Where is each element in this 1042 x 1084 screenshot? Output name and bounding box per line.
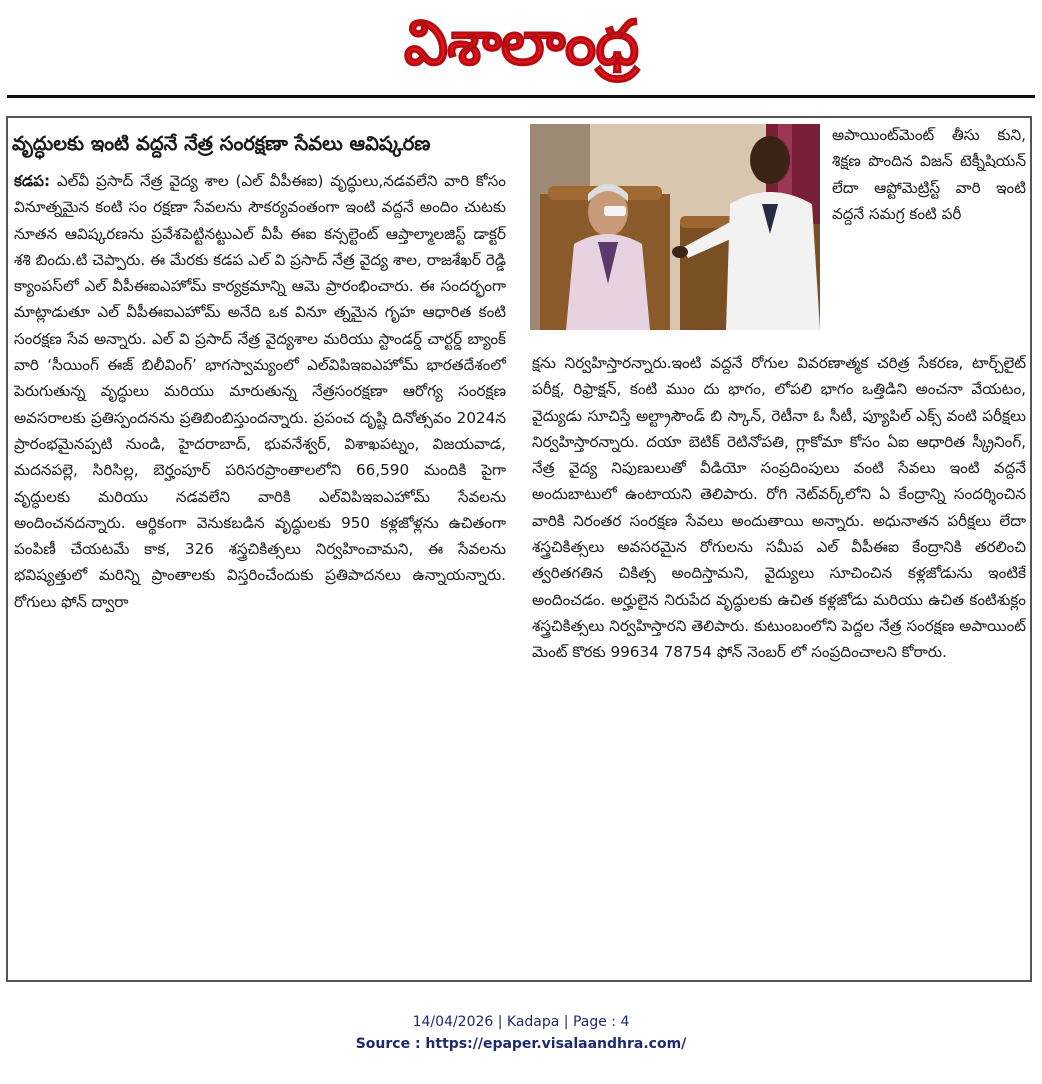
article-body-right-top: అపాయింట్‌మెంట్ తీసు కుని, శిక్షణ పొందిన విజన్ టెక్నీషియన్ లేదా ఆప్టోమెట్రిస్ట్ వారి ఇంటి వద్దనే సమగ్ర కంటి పరీ: [832, 126, 1026, 223]
masthead: [0, 0, 1042, 86]
article-photo: [530, 124, 820, 330]
article-clipping: [6, 116, 1032, 982]
article-body-left-column: [14, 168, 506, 968]
footer-source-link[interactable]: Source : https://epaper.visalaandhra.com/: [355, 1036, 687, 1052]
article-body-right-bottom: క్షను నిర్వహిస్తారన్నారు.ఇంటి వద్దనే రోగుల వివరణాత్మక చరిత్ర సేకరణ, టార్చ్‌లైట్ పరీక్ష, రిఫ్రాక్షన్, కంటి ముం దు భాగం, లోపలి భాగం ఒత్తిడిని అంచనా వేయటం, వైద్యుడు సూచిస్తే అల్ట్రాసౌండ్ బి స్కాన్, రెటీనా ఓ సీటీ, ప్యూపిల్ ఎక్స్ వంటి పరీక్షలు నిర్వహిస్తారన్నారు. దయా బెటిక్ రెటినోపతి, గ్లాకోమా కోసం ఏఐ ఆధారిత స్క్రీనింగ్, నేత్ర వైద్య నిపుణులుతో వీడియో సంప్రదింపులు వంటి సేవలు ఇంటి వద్దనే అందుబాటులో ఉంటాయని తెలిపారు. రోగి నెట్‌వర్క్‌లోని ఏ కేంద్రాన్ని సందర్శించిన వారికి నిరంతర సంరక్షణ సేవలు అందుతాయి అన్నారు. అధునాతన పరీక్షలు లేదా శస్త్రచికిత్సలు అవసరమైన రోగులను సమీప ఎల్ వీపీఈఐ కేంద్రానికి తరలించి త్వరితగతిన చికిత్స అందిస్తామని, వైద్యులు సూచించిన కళ్లజోడును ఇంటికే అందించడం. అర్హులైన నిరుపేద వృద్ధులకు ఉచిత కళ్లజోడు మరియు ఉచిత కంటిశుక్లం శస్త్రచికిత్సలు నిర్వహిస్తారని తెలిపారు. కుటుంబంలోని పెద్దల నేత్ర సంరక్షణ అపాయింట్ మెంట్ కొరకు 99634 78754 ఫోన్ నెంబర్ లో సంప్రదించాలని కోరారు.: [532, 354, 1026, 662]
footer-edition-info: 14/04/2026 | Kadapa | Page : 4: [412, 1014, 630, 1030]
article-dateline: కడప:: [14, 172, 51, 190]
masthead-divider: [7, 95, 1035, 98]
photo-illustration: [530, 124, 820, 330]
newspaper-logo: విశాలాంధ్ర: [403, 6, 639, 79]
article-body-left-text: ఎల్‌వీ ప్రసాద్ నేత్ర వైద్య శాల (ఎల్ వీపీఈఐ) వృద్ధులు,నడవలేని వారి కోసం వినూత్నమైన కంటి సం రక్షణా సేవలను సౌకర్యవంతంగా ఇంటి వద్దనే అందిం చుటకు నూతన ఆవిష్కరణను ప్రవేశపెట్టినట్టుఎల్ వీపీ ఈఐ కన్సల్టెంట్ ఆప్తాల్మాలజిస్ట్ డాక్టర్ శశి బిందు.టి చెప్పారు. ఈ మేరకు కడప ఎల్ వి ప్రసాద్ నేత్ర వైద్య శాల, రాజశేఖర్ రెడ్డి క్యాంపస్‌లో ఎల్ వీపీఈఐఎహోమ్ కార్యక్రమాన్ని ఆమె ప్రారంభించారు. ఈ సందర్భంగా మాట్లాడుతూ ఎల్ వీపీఈఐఎహోమ్ అనేది ఒక వినూ త్నమైన గృహ ఆధారిత కంటి సంరక్షణ సేవ అన్నారు. ఎల్ వి ప్రసాద్ నేత్ర వైద్యశాల మరియు స్టాండర్డ్ చార్టర్డ్ బ్యాంక్ వారి ‘సీయింగ్ ఈజ్ బిలీవింగ్’ భాగస్వామ్యంలో ఎల్‌విపిఇఐఎహోమ్ భారతదేశంలో పెరుగుతున్న వృద్ధులు మరియు మారుతున్న నేత్రసంరక్షణా ఆరోగ్య సంరక్షణ అవసరాలకు ప్రతిస్పందనను ప్రతిబింబిస్తుందన్నారు. ప్రపంచ దృష్టి దినోత్సవం 2024న ప్రారంభమైనప్పటి నుండి, హైదరాబాద్, భువనేశ్వర్, విశాఖపట్నం, విజయవాడ, మదనపల్లె, సిరిసిల్ల, బెర్హంపూర్ పరిసరప్రాంతాలలోని 66,590 మందికి పైగా వృద్ధులకు మరియు నడవలేని వారికి ఎల్‌విపిఇఐఎహోమ్ సేవలను అందించనదన్నారు. ఆర్థికంగా వెనుకబడిన వృద్ధులకు 950 కళ్లజోళ్లను ఉచితంగా పంపిణీ చేయటమే కాక, 326 శస్త్రచికిత్సలు నిర్వహించామని, ఈ సేవలను భవిష్యత్తులో మరిన్ని ప్రాంతాలకు విస్తరించేందుకు ప్రతిపాదనలు ఉన్నాయన్నారు. రోగులు ఫోన్ ద్వారా: [14, 172, 506, 611]
article-headline: వృద్ధులకు ఇంటి వద్దనే నేత్ర సంరక్షణా సేవలు ఆవిష్కరణ: [12, 132, 431, 155]
